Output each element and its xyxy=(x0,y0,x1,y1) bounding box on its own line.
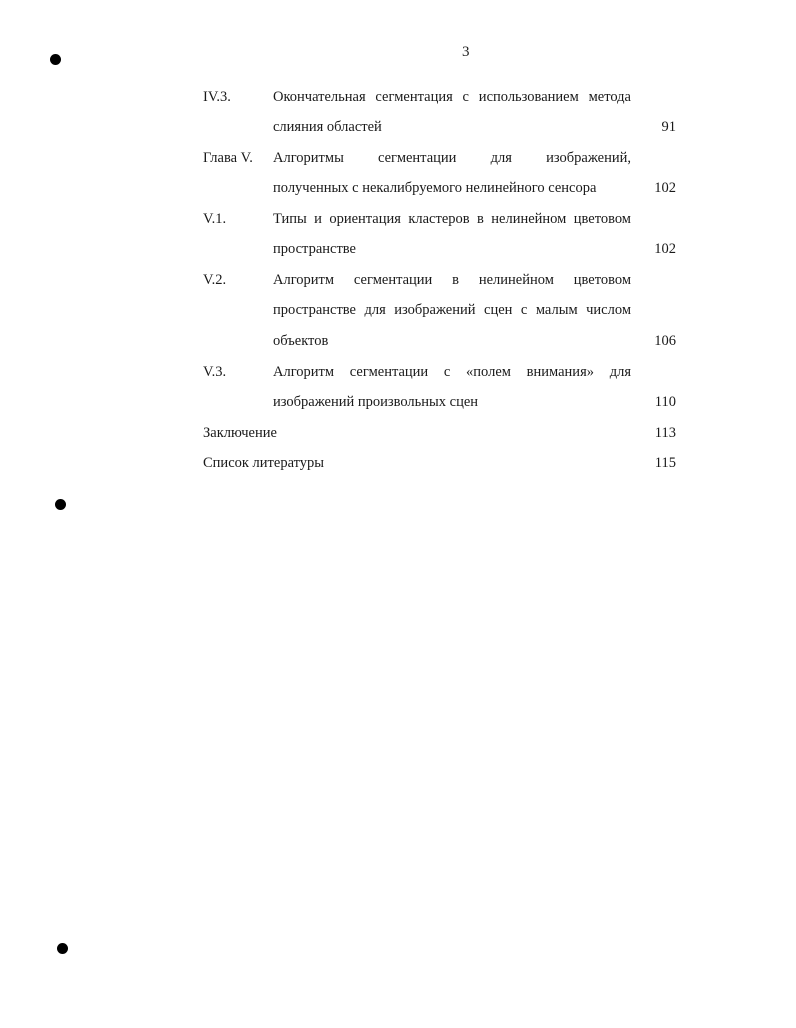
toc-entry-title: Заключение xyxy=(203,425,277,441)
toc-entry-code: V.2. xyxy=(203,272,227,288)
punch-hole-bottom xyxy=(57,943,68,954)
toc-entry-text: изображений произвольных сцен xyxy=(273,394,479,410)
toc-entry-text: пространстве xyxy=(273,241,356,257)
toc-entry-code: IV.3. xyxy=(203,89,231,105)
punch-hole-top xyxy=(50,54,61,65)
toc-entry-text: объектов xyxy=(273,333,329,349)
toc-entry-text: Алгоритм сегментации в нелинейном цветовом xyxy=(273,272,631,288)
toc-entry-page: 102 xyxy=(654,180,676,196)
toc-entry-text: Типы и ориентация кластеров в нелинейном цветовом xyxy=(273,211,631,227)
toc-entry-text: Алгоритмы сегментации для изображений, xyxy=(273,150,631,166)
toc-entry-page: 115 xyxy=(654,455,676,471)
toc-entry-page: 113 xyxy=(654,425,676,441)
toc-entry-code: V.3. xyxy=(203,364,227,380)
page-number: 3 xyxy=(462,44,470,60)
toc-entry-title: Список литературы xyxy=(203,455,325,471)
toc-entry-text: слияния областей xyxy=(273,119,382,135)
toc-entry-text: Окончательная сегментация с использованием метода xyxy=(273,89,631,105)
toc-entry-page: 110 xyxy=(654,394,676,410)
toc-entry-code: V.1. xyxy=(203,211,227,227)
toc-entry-page: 102 xyxy=(654,241,676,257)
toc-entry-text: пространстве для изображений сцен с малым числом xyxy=(273,302,631,318)
toc-entry-page: 106 xyxy=(654,333,676,349)
toc-entry-page: 91 xyxy=(661,119,676,135)
toc-entry-text: Алгоритм сегментации с «полем внимания» для xyxy=(273,364,631,380)
toc-entry-text: полученных с некалибруемого нелинейного сенсора xyxy=(273,180,597,196)
toc-entry-code: Глава V. xyxy=(203,150,253,166)
punch-hole-middle xyxy=(55,499,66,510)
